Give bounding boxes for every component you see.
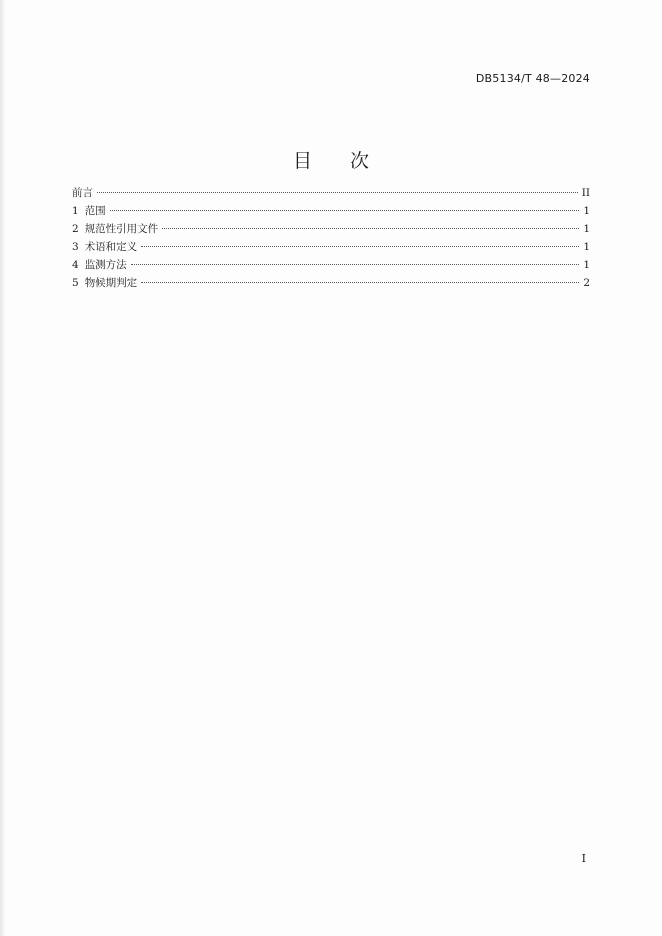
toc-entry-phenophase-determination[interactable] [72, 274, 590, 292]
toc-entry-foreword[interactable] [72, 184, 590, 202]
toc-entry-label: 规范性引用文件 [84, 223, 159, 235]
toc-entry-label: 监测方法 [84, 259, 127, 271]
toc-entry-page: 2 [583, 277, 590, 289]
page-number: I [581, 852, 586, 865]
toc-entry-page: 1 [583, 205, 590, 217]
toc-title: 目 次 [292, 150, 386, 172]
dot-leader [141, 282, 579, 283]
toc-entry-scope[interactable] [72, 202, 590, 220]
dot-leader [131, 264, 580, 265]
toc-entry-terms-definitions[interactable] [72, 238, 590, 256]
toc-entry-label: 物候期判定 [84, 277, 138, 289]
toc-entry-page: II [581, 187, 590, 199]
toc-entry-monitoring-methods[interactable] [72, 256, 590, 274]
scan-edge-shadow [0, 0, 6, 936]
toc-entry-label: 术语和定义 [84, 241, 138, 253]
toc-entry-page: 1 [583, 223, 590, 235]
toc-entry-number: 2 [72, 223, 79, 235]
toc-entry-number: 5 [72, 277, 79, 289]
toc-entry-normative-references[interactable] [72, 220, 590, 238]
toc-entry-number: 1 [72, 205, 79, 217]
toc-entry-page: 1 [583, 241, 590, 253]
document-code: DB5134/T 48—2024 [475, 72, 590, 85]
dot-leader [110, 210, 580, 211]
dot-leader [97, 192, 578, 193]
toc-entry-number: 3 [72, 241, 79, 253]
toc-entry-page: 1 [583, 259, 590, 271]
toc-entry-label: 前言 [72, 187, 93, 199]
toc-entry-number: 4 [72, 259, 79, 271]
toc-entry-label: 范围 [84, 205, 106, 217]
table-of-contents [72, 184, 590, 292]
dot-leader [141, 246, 579, 247]
dot-leader [162, 228, 579, 229]
